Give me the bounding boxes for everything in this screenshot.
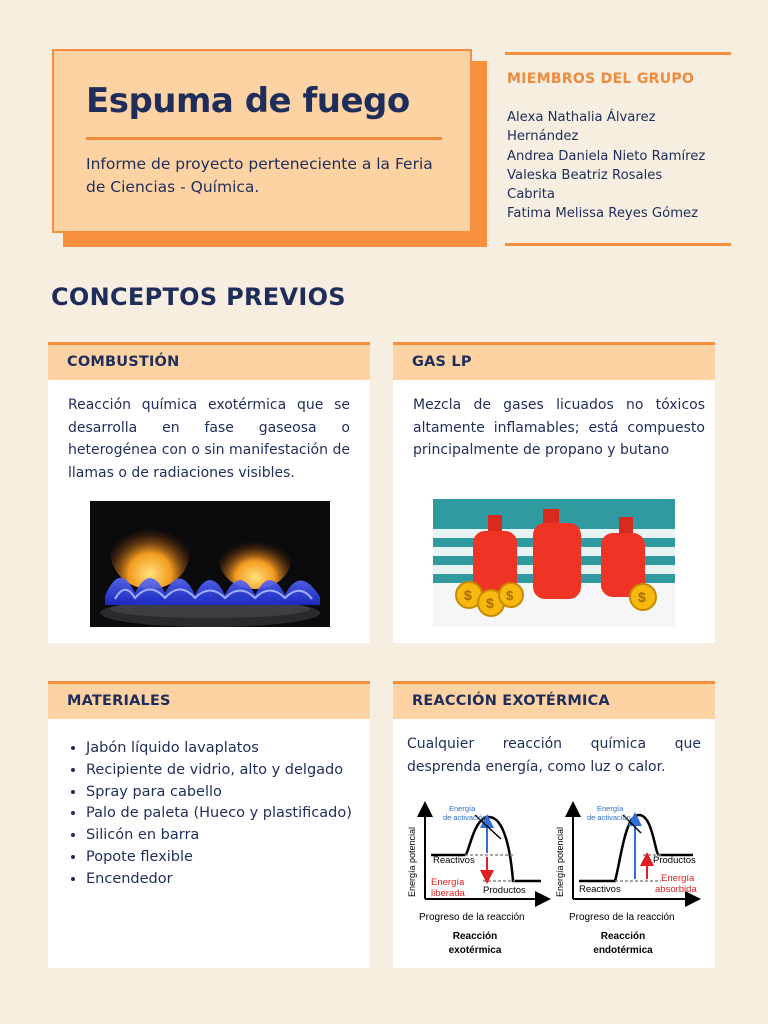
section-title: CONCEPTOS PREVIOS <box>51 283 346 311</box>
exothermic-diagram <box>407 804 543 956</box>
card-title: COMBUSTIÓN <box>67 354 180 370</box>
materiales-card <box>48 681 370 968</box>
card-header <box>48 681 370 719</box>
card-header <box>48 342 370 380</box>
combustion-card <box>48 342 370 643</box>
exo-activation-label-2: de activación <box>443 813 487 822</box>
list-item: • Spray para cabello <box>86 782 352 804</box>
endo-reactivos-label: Reactivos <box>579 884 621 895</box>
member-line: Valeska Beatriz Rosales <box>507 167 663 183</box>
exo-productos-label: Productos <box>483 885 526 896</box>
endo-absorbed-label-2: absorbida <box>655 884 697 895</box>
reaccion-card <box>393 681 715 968</box>
members-list <box>507 108 731 224</box>
flame-image <box>90 501 330 627</box>
members-heading: MIEMBROS DEL GRUPO <box>507 71 695 87</box>
member-line: Fatima Melissa Reyes Gómez <box>507 206 699 222</box>
endo-activation-label-2: de activación <box>587 813 631 822</box>
endo-caption-1: Reacción <box>600 931 646 942</box>
card-title: REACCIÓN EXOTÉRMICA <box>412 693 610 709</box>
member-line: Cabrita <box>507 187 555 203</box>
card-header <box>393 342 715 380</box>
exo-reactivos-label: Reactivos <box>433 855 475 866</box>
exo-caption-2: exotérmica <box>448 945 502 956</box>
endo-y-label: Energía potencial <box>555 826 565 897</box>
exo-y-label: Energía potencial <box>407 826 417 897</box>
svg-text:$: $ <box>464 587 472 603</box>
list-item: • Recipiente de vidrio, alto y delgado <box>86 760 352 782</box>
endo-activation-label-1: Energía <box>597 804 624 813</box>
list-item: • Silicón en barra <box>86 825 352 847</box>
member-line: Alexa Nathalia Álvarez <box>507 110 656 125</box>
gas-cylinders-image <box>433 499 675 627</box>
card-text: Reacción química exotérmica que se desarrolla en fase gaseosa o heterogénea con o sin manifestación de llamas o de radiaciones visibles. <box>68 397 350 481</box>
list-item: • Palo de paleta (Hueco y plastificado) <box>86 803 352 825</box>
energy-diagram <box>403 799 709 961</box>
gas-lp-card <box>393 342 715 643</box>
svg-text:$: $ <box>506 588 514 603</box>
svg-text:$: $ <box>486 595 494 611</box>
title-divider <box>86 137 442 140</box>
exo-released-label-2: liberada <box>431 888 465 899</box>
members-box <box>505 52 731 246</box>
endo-productos-label: Productos <box>653 855 696 866</box>
member-line: Andrea Daniela Nieto Ramírez <box>507 148 706 164</box>
document-subtitle: Informe de proyecto perteneciente a la Feria de Ciencias - Química. <box>86 155 433 196</box>
exo-x-label: Progreso de la reacción <box>419 912 525 923</box>
list-item: • Encendedor <box>86 869 352 891</box>
document-title: Espuma de fuego <box>86 81 410 121</box>
endo-caption-2: endotérmica <box>593 945 653 956</box>
endothermic-diagram <box>555 804 697 956</box>
list-item: • Jabón líquido lavaplatos <box>86 738 352 760</box>
exo-activation-label-1: Energía <box>449 804 476 813</box>
card-title: GAS LP <box>412 354 472 370</box>
svg-text:$: $ <box>638 589 646 605</box>
card-text: Mezcla de gases licuados no tóxicos altamente inflamables; está compuesto principalmente de propano y butano <box>413 397 705 458</box>
endo-absorbed-label-1: Energía <box>661 873 695 884</box>
card-header <box>393 681 715 719</box>
member-line: Hernández <box>507 129 579 145</box>
exo-released-label-1: Energía <box>431 877 465 888</box>
title-card <box>52 49 472 233</box>
list-item: • Popote flexible <box>86 847 352 869</box>
card-title: MATERIALES <box>67 693 171 709</box>
card-text: Cualquier reacción química que desprenda energía, como luz o calor. <box>407 736 701 775</box>
endo-x-label: Progreso de la reacción <box>569 912 675 923</box>
exo-caption-1: Reacción <box>452 931 498 942</box>
materials-list <box>66 738 352 891</box>
